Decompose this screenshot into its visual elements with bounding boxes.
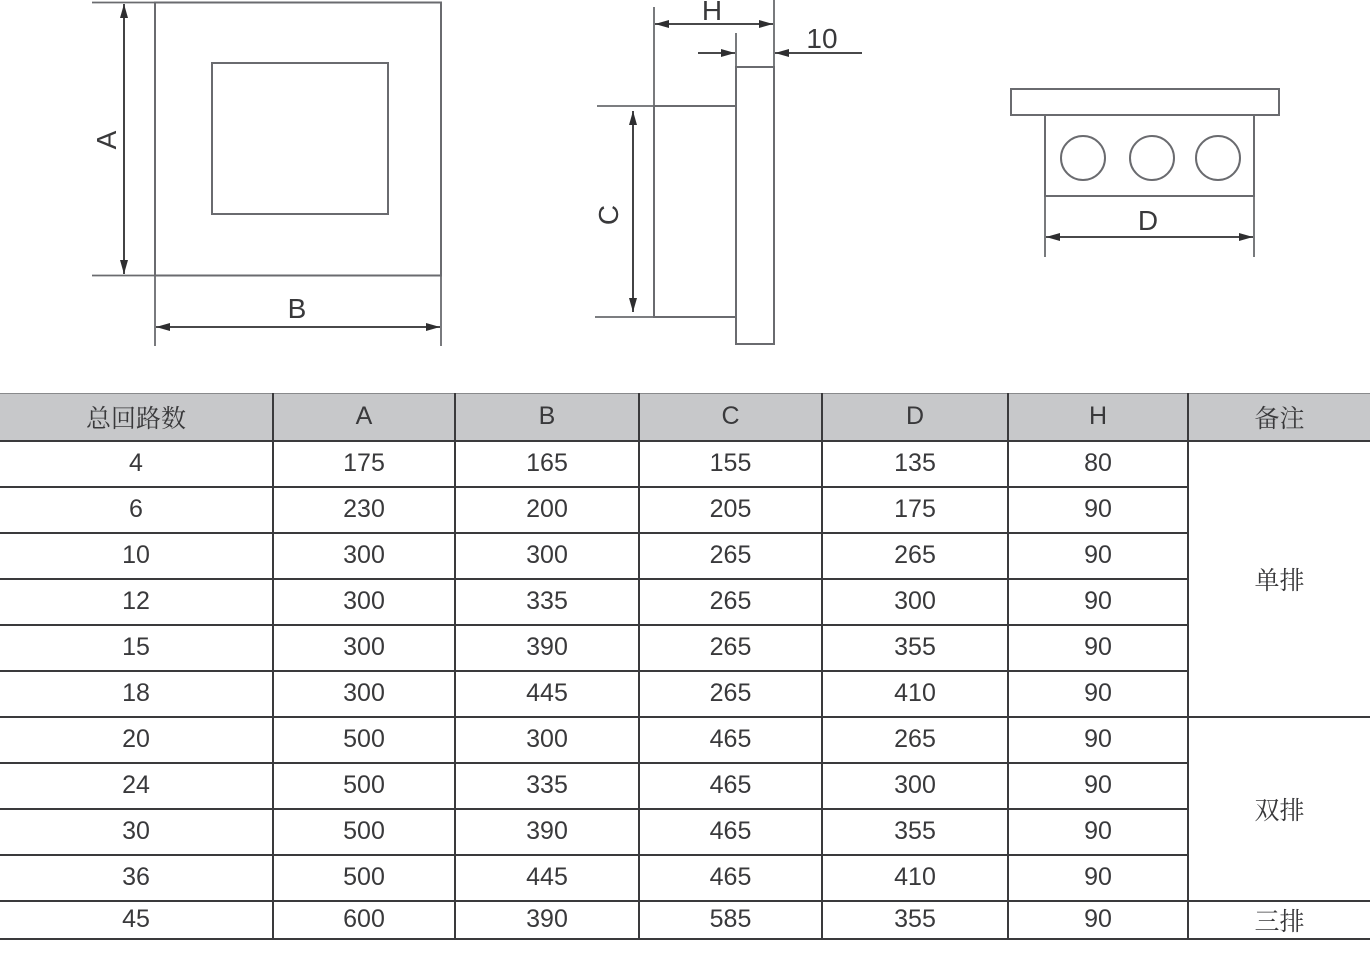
knockout-hole bbox=[1061, 136, 1105, 180]
table-cell: 90 bbox=[1008, 901, 1188, 939]
remarks-cell-double-row: 双排 bbox=[1188, 717, 1370, 901]
dim-label-B: B bbox=[287, 293, 307, 324]
table-cell: 155 bbox=[639, 441, 822, 487]
table-cell: 390 bbox=[455, 625, 639, 671]
table-cell: 175 bbox=[273, 441, 455, 487]
table-row bbox=[0, 625, 1370, 671]
table-cell: 24 bbox=[0, 763, 273, 809]
dim-label-C: C bbox=[593, 204, 624, 226]
col-header-B: B bbox=[455, 394, 639, 441]
table-cell: 300 bbox=[455, 717, 639, 763]
table-cell: 465 bbox=[639, 855, 822, 901]
dim-label-10: 10 bbox=[806, 23, 838, 54]
table-cell: 36 bbox=[0, 855, 273, 901]
table-cell: 300 bbox=[273, 579, 455, 625]
table-cell: 500 bbox=[273, 855, 455, 901]
table-cell: 265 bbox=[639, 671, 822, 717]
table-cell: 390 bbox=[455, 809, 639, 855]
table-row bbox=[0, 901, 1370, 939]
table-cell: 90 bbox=[1008, 625, 1188, 671]
panel-inner-cutout bbox=[212, 63, 388, 214]
table-cell: 30 bbox=[0, 809, 273, 855]
side-view-diagram bbox=[593, 0, 862, 344]
header-row bbox=[0, 394, 1370, 441]
table-cell: 90 bbox=[1008, 533, 1188, 579]
table-cell: 90 bbox=[1008, 809, 1188, 855]
table-cell: 300 bbox=[455, 533, 639, 579]
table-cell: 80 bbox=[1008, 441, 1188, 487]
table-cell: 90 bbox=[1008, 763, 1188, 809]
table-cell: 600 bbox=[273, 901, 455, 939]
flange-plate bbox=[736, 67, 774, 344]
knockout-hole bbox=[1130, 136, 1174, 180]
dimension-drawings bbox=[0, 0, 1370, 393]
dimensions-table bbox=[0, 393, 1370, 940]
table-cell: 445 bbox=[455, 671, 639, 717]
table-cell: 465 bbox=[639, 717, 822, 763]
table-cell: 410 bbox=[822, 855, 1008, 901]
dim-label-H: H bbox=[701, 0, 723, 26]
panel-body bbox=[654, 106, 736, 317]
table-cell: 10 bbox=[0, 533, 273, 579]
table-cell: 355 bbox=[822, 625, 1008, 671]
dim-label-D: D bbox=[1137, 205, 1159, 236]
table-cell: 90 bbox=[1008, 579, 1188, 625]
bottom-view-diagram bbox=[1011, 89, 1279, 257]
table-cell: 165 bbox=[455, 441, 639, 487]
table-row bbox=[0, 717, 1370, 763]
table-cell: 355 bbox=[822, 809, 1008, 855]
table-cell: 18 bbox=[0, 671, 273, 717]
flange-bar bbox=[1011, 89, 1279, 115]
table-row bbox=[0, 487, 1370, 533]
table-cell: 335 bbox=[455, 763, 639, 809]
table-cell: 12 bbox=[0, 579, 273, 625]
table-cell: 465 bbox=[639, 763, 822, 809]
table-cell: 90 bbox=[1008, 487, 1188, 533]
table-cell: 265 bbox=[822, 533, 1008, 579]
dim-label-A: A bbox=[91, 130, 122, 150]
table-row bbox=[0, 763, 1370, 809]
table-row bbox=[0, 533, 1370, 579]
table-cell: 300 bbox=[822, 579, 1008, 625]
col-header-D: D bbox=[822, 394, 1008, 441]
table-cell: 90 bbox=[1008, 671, 1188, 717]
table-cell: 500 bbox=[273, 763, 455, 809]
table-cell: 135 bbox=[822, 441, 1008, 487]
table-cell: 500 bbox=[273, 717, 455, 763]
table-cell: 20 bbox=[0, 717, 273, 763]
table-cell: 200 bbox=[455, 487, 639, 533]
table-cell: 90 bbox=[1008, 855, 1188, 901]
table-cell: 230 bbox=[273, 487, 455, 533]
table-cell: 300 bbox=[273, 533, 455, 579]
table-row bbox=[0, 671, 1370, 717]
table-cell: 265 bbox=[639, 579, 822, 625]
remarks-cell-triple-row: 三排 bbox=[1188, 901, 1370, 939]
table-cell: 15 bbox=[0, 625, 273, 671]
table-cell: 4 bbox=[0, 441, 273, 487]
table-cell: 390 bbox=[455, 901, 639, 939]
table-cell: 355 bbox=[822, 901, 1008, 939]
front-view-diagram bbox=[91, 3, 441, 347]
table-row bbox=[0, 441, 1370, 487]
table-cell: 500 bbox=[273, 809, 455, 855]
table-row bbox=[0, 855, 1370, 901]
table-cell: 300 bbox=[273, 671, 455, 717]
table-cell: 205 bbox=[639, 487, 822, 533]
col-header-C: C bbox=[639, 394, 822, 441]
table-cell: 335 bbox=[455, 579, 639, 625]
table-cell: 410 bbox=[822, 671, 1008, 717]
table-cell: 300 bbox=[273, 625, 455, 671]
col-header-remarks: 备注 bbox=[1188, 394, 1370, 441]
table-cell: 175 bbox=[822, 487, 1008, 533]
table-cell: 465 bbox=[639, 809, 822, 855]
table-cell: 300 bbox=[822, 763, 1008, 809]
table-cell: 445 bbox=[455, 855, 639, 901]
table-cell: 265 bbox=[639, 533, 822, 579]
col-header-H: H bbox=[1008, 394, 1188, 441]
knockout-hole bbox=[1196, 136, 1240, 180]
table-row bbox=[0, 809, 1370, 855]
table-cell: 6 bbox=[0, 487, 273, 533]
panel-outer-frame bbox=[155, 3, 441, 276]
col-header-A: A bbox=[273, 394, 455, 441]
table-cell: 265 bbox=[822, 717, 1008, 763]
table-row bbox=[0, 579, 1370, 625]
table-cell: 265 bbox=[639, 625, 822, 671]
col-header-circuits: 总回路数 bbox=[0, 394, 273, 441]
table-cell: 45 bbox=[0, 901, 273, 939]
table-cell: 90 bbox=[1008, 717, 1188, 763]
remarks-cell-single-row: 单排 bbox=[1188, 441, 1370, 717]
table-cell: 585 bbox=[639, 901, 822, 939]
panel-body-bottom bbox=[1045, 115, 1254, 196]
